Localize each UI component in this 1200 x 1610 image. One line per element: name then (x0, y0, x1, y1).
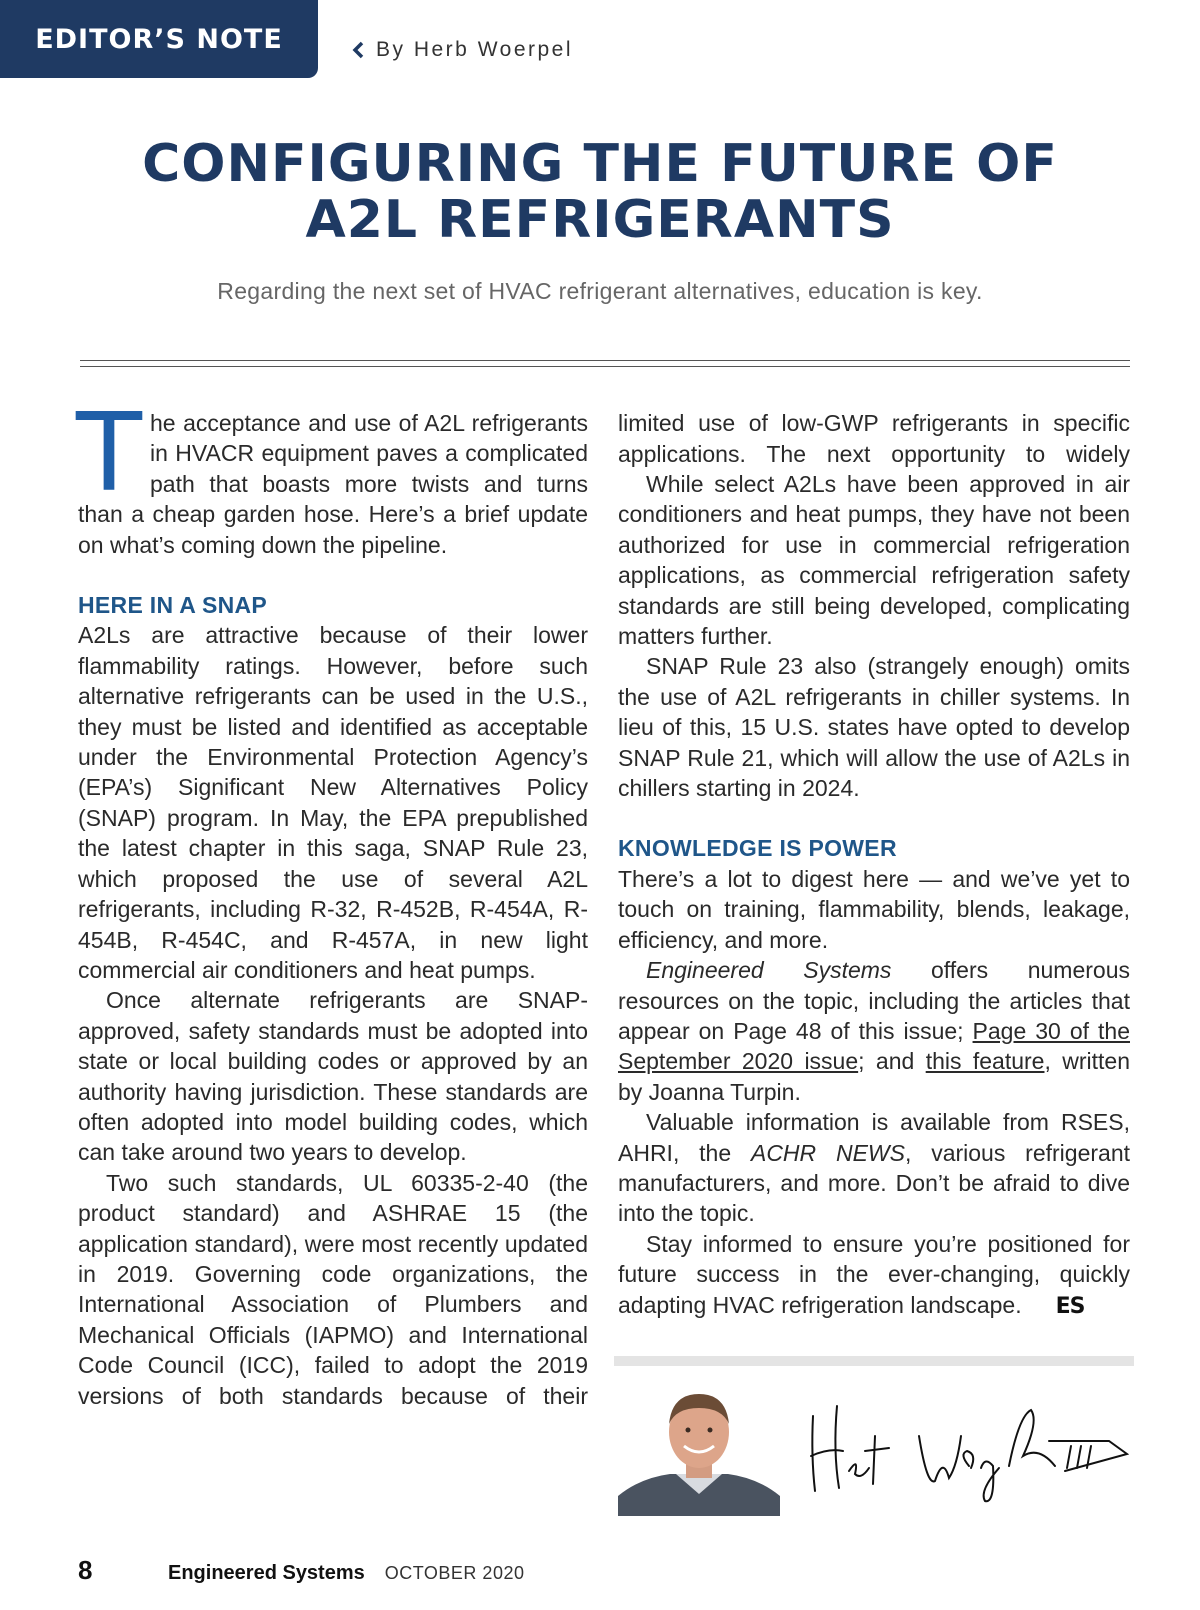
body-paragraph: SNAP Rule 23 also (strangely enough) omits the use of A2L refrigerants in chiller systems. In lieu of this, 15 U.S. states have opted to develop SNAP Rule 21, which will allow the use of A2Ls in chillers starting in 2024. (618, 653, 1130, 802)
article-deck: Regarding the next set of HVAC refrigerant alternatives, education is key. (217, 278, 983, 304)
body-paragraph: There’s a lot to digest here — and we’ve yet to touch on training, flammability, blends, leakage, efficiency, and more. (618, 865, 1130, 953)
section-tag-label: EDITOR’S NOTE (35, 23, 283, 55)
left-column (76, 391, 588, 1411)
publication-name: Engineered Systems (646, 957, 892, 984)
section-heading-snap: HERE IN A SNAP (78, 592, 268, 619)
achr-news-name: ACHR NEWS (750, 1139, 905, 1166)
divider (80, 360, 1130, 361)
article-title (40, 136, 1160, 248)
divider (80, 366, 1130, 367)
section-tag (0, 0, 318, 78)
chevron-left-icon (352, 41, 364, 59)
byline (352, 38, 573, 62)
intro-paragraph (76, 391, 588, 560)
title-line-2: A2L REFRIGERANTS (305, 190, 895, 250)
body-paragraph: Valuable information is available from RSES, AHRI, the ACHR NEWS, various refrigerant manufacturers, and more. Don’t be afraid to dive into the topic. (618, 1109, 1130, 1227)
author-signature-block (614, 1356, 1134, 1516)
body-paragraph-continuation (618, 408, 1130, 469)
title-line-1: CONFIGURING THE FUTURE OF (142, 134, 1058, 194)
drop-cap: T (76, 391, 142, 516)
feature-link[interactable]: this feature (925, 1048, 1045, 1075)
september-issue-link[interactable]: Page 30 of the September 2020 issue (618, 1017, 1130, 1075)
intro-text: he acceptance and use of A2L refrigerants in HVACR equipment paves a complicated path that boasts more twists and turns than a cheap garden hose. Here’s a brief update on what’s coming down the pipeline. (78, 410, 588, 558)
handwritten-signature (809, 1396, 1129, 1506)
continuation-text: limited use of low-GWP refrigerants in specific applications. The next opportunity to widely (618, 410, 1130, 467)
right-column (618, 408, 1130, 1322)
author-photo (618, 1384, 780, 1516)
section-heading-knowledge: KNOWLEDGE IS POWER (618, 835, 897, 862)
page-number: 8 (78, 1555, 93, 1585)
page-footer (78, 1555, 524, 1586)
body-paragraph: A2Ls are attractive because of their lower flammability ratings. However, before such alternative refrigerants can be used in the U.S., they must be listed and identified as acceptable under the Environmental Protection Agency’s (EPA’s) Significant New Alternatives Policy (SNAP) program. In May, the EPA prepublished the latest chapter in this saga, SNAP Rule 23, which proposed the use of several A2L refrigerants, including R-32, R-452B, R-454A, R-454B, R-454C, and R-457A, in new light commercial air conditioners and heat pumps. (78, 622, 588, 983)
body-paragraph: Once alternate refrigerants are SNAP-approved, safety standards must be adopted into state or local building codes or approved by an authority having jurisdiction. These standards are often adopted into model building codes, which can take around two years to develop. (78, 987, 588, 1166)
byline-text: By Herb Woerpel (376, 38, 574, 61)
end-mark-logo: ES (1055, 1293, 1085, 1319)
publication-title: Engineered Systems (168, 1562, 365, 1584)
issue-date: OCTOBER 2020 (384, 1563, 525, 1583)
body-paragraph: Stay informed to ensure you’re positioned for future success in the ever-changing, quickly adapting HVAC refrigeration landscape. ES (618, 1229, 1130, 1322)
body-paragraph-continued: Two such standards, UL 60335-2-40 (the product standard) and ASHRAE 15 (the application standard), were most recently updated in 2019. Governing code organizations, the International Association of Plumbers and Mechanical Officials (IAPMO) and International Code Council (ICC), failed to adopt the 2019 versions of both standards because of their (78, 1169, 588, 1409)
body-paragraph: While select A2Ls have been approved in air conditioners and heat pumps, they have not been authorized for use in commercial refrigeration applications, as commercial refrigeration safety standards are still being developed, complicating matters further. (618, 471, 1130, 650)
body-paragraph: Engineered Systems offers numerous resources on the topic, including the articles that appear on Page 48 of this issue; Page 30 of the September 2020 issue; and this feature, written by Joanna Turpin. (618, 957, 1131, 1105)
